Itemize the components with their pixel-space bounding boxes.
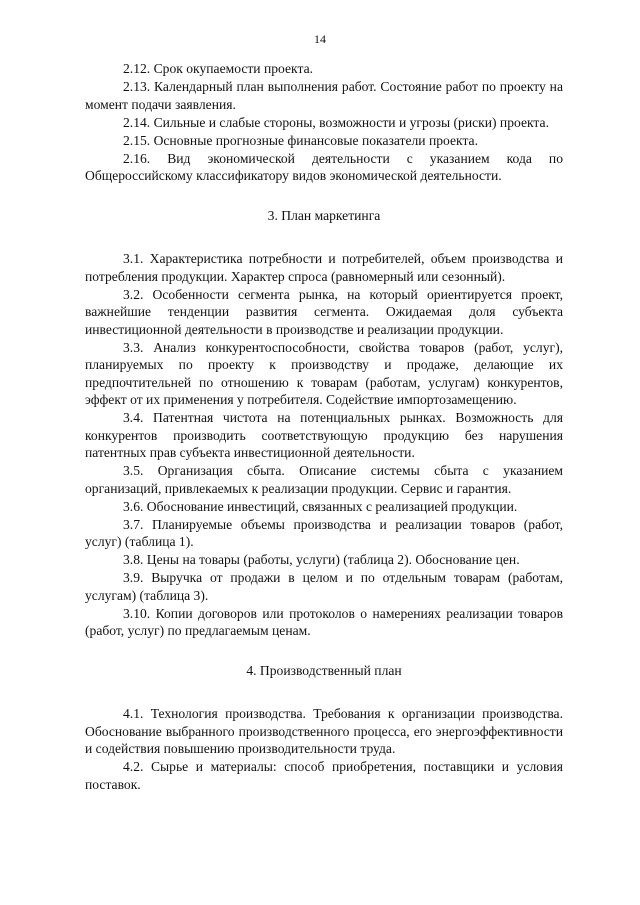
paragraph-4-2: 4.2. Сырье и материалы: способ приобретения, поставщики и условия поставок. bbox=[85, 759, 563, 792]
paragraph-3-8: 3.8. Цены на товары (работы, услуги) (таблица 2). Обоснование цен. bbox=[123, 552, 520, 567]
paragraph-2-16: 2.16. Вид экономической деятельности с указанием кода по Общероссийскому классификатору видов экономической деятельности. bbox=[85, 150, 563, 183]
paragraph-3-5: 3.5. Организация сбыта. Описание системы сбыта с указанием организаций, привлекаемых к реализации продукции. Сервис и гарантия. bbox=[85, 463, 563, 496]
paragraph-3-6: 3.6. Обоснование инвестиций, связанных с реализацией продукции. bbox=[123, 498, 518, 514]
paragraph-3-4: 3.4. Патентная чистота на потенциальных рынках. Возможность для конкурентов производить соответствующую продукцию без нарушения патентных прав субъекта инвестиционной деятельности. bbox=[85, 410, 563, 460]
section-heading-marketing: 3. План маркетинга bbox=[267, 207, 381, 223]
paragraph-3-10: 3.10. Копии договоров или протоколов о намерениях реализации товаров (работ, услуг) по предлагаемым ценам. bbox=[85, 605, 563, 638]
paragraph-3-9: 3.9. Выручка от продажи в целом и по отдельным товарам (работам, услугам) (таблица 3). bbox=[85, 570, 563, 603]
paragraph-4-1: 4.1. Технология производства. Требования к организации производства. Обоснование выбранного производственного процесса, его энергоэффективности и содействия повышению производительности труда. bbox=[85, 706, 563, 756]
paragraph-2-15: 2.15. Основные прогнозные финансовые показатели проекта. bbox=[123, 132, 478, 148]
paragraph-3-2: 3.2. Особенности сегмента рынка, на который ориентируется проект, важнейшие тенденции развития сегмента. Ожидаемая доля субъекта инвестиционной деятельности в производстве и реализации продукции. bbox=[85, 286, 563, 337]
paragraph-2-13: 2.13. Календарный план выполнения работ. Состояние работ по проекту на момент подачи заявления. bbox=[85, 79, 563, 112]
document-body bbox=[85, 60, 563, 794]
paragraph-2-14: 2.14. Сильные и слабые стороны, возможности и угрозы (риски) проекта. bbox=[123, 114, 549, 130]
paragraph-3-1: 3.1. Характеристика потребности и потребителей, объем производства и потребления продукции. Характер спроса (равномерный или сезонный). bbox=[85, 251, 563, 284]
paragraph-3-3: 3.3. Анализ конкурентоспособности, свойства товаров (работ, услуг), планируемых по проекту к производству и продаже, делающие их предпочтительней по отношению к товарам (работам, услугам) конкурентов, эффект от их применения у потребителя. Содействие импортозамещению. bbox=[85, 339, 563, 407]
section-heading-production: 4. Производственный план bbox=[246, 662, 402, 678]
paragraph-2-12: 2.12. Срок окупаемости проекта. bbox=[123, 61, 314, 76]
page-number: 14 bbox=[314, 32, 326, 46]
paragraph-3-7: 3.7. Планируемые объемы производства и реализации товаров (работ, услуг) (таблица 1). bbox=[85, 516, 563, 549]
